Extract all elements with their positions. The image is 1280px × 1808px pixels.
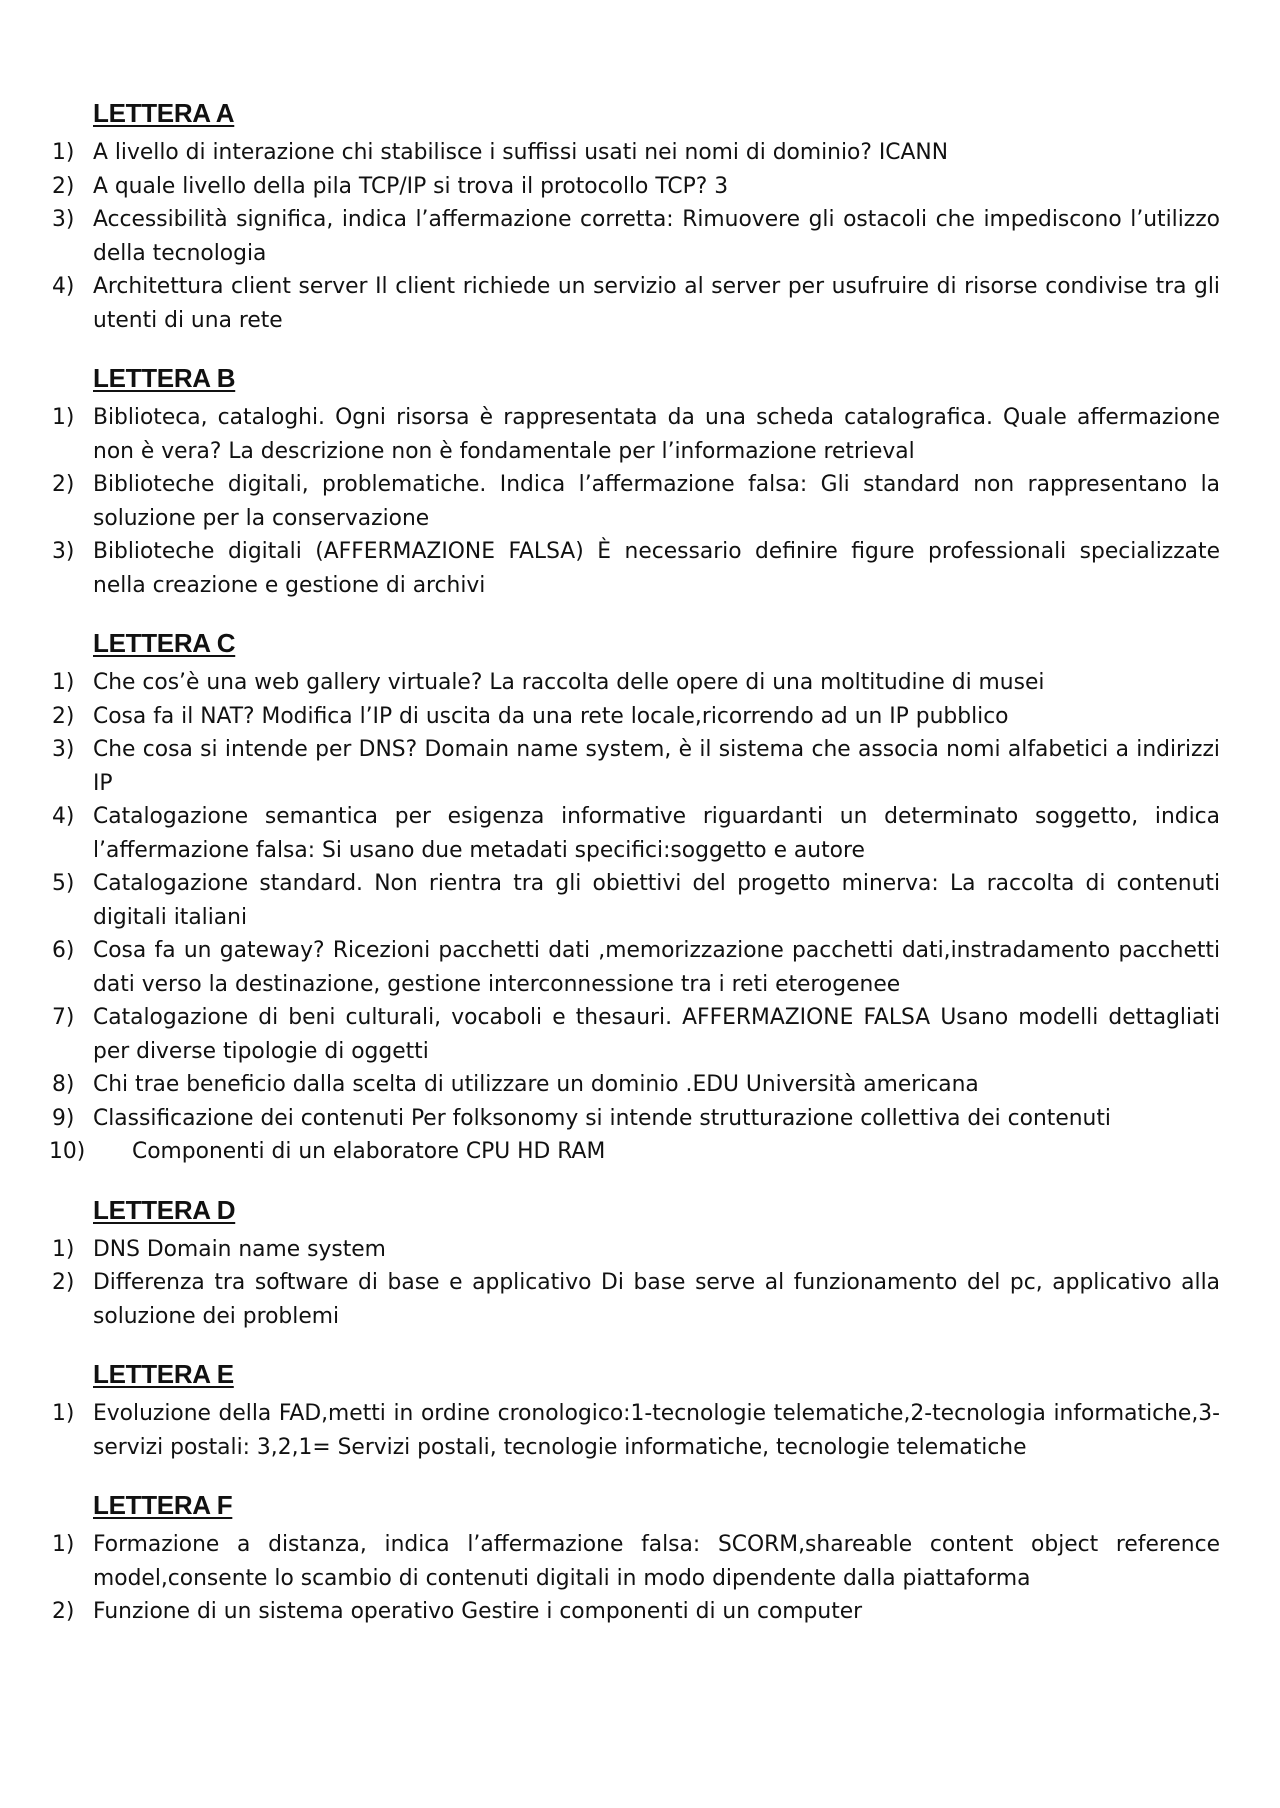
list-item <box>52 468 1220 535</box>
section-lettera-e <box>52 1357 1220 1464</box>
item-number: 1) <box>52 405 75 430</box>
item-number: 1) <box>52 1401 75 1426</box>
list-item <box>52 203 1220 270</box>
list-item <box>52 136 1220 170</box>
list-item <box>52 800 1220 867</box>
document-page <box>49 96 1220 1653</box>
item-number: 2) <box>52 173 75 199</box>
section-title: LETTERA D <box>93 1194 236 1225</box>
section-lettera-a <box>52 96 1220 337</box>
list-item <box>52 1102 1220 1136</box>
item-text: Classificazione dei contenuti Per folksonomy si intende strutturazione collettiva dei contenuti <box>93 1105 1111 1131</box>
item-number: 4) <box>52 274 75 299</box>
item-text: Formazione a distanza, indica l’affermazione falsa: SCORM,shareable content object reference model,consente lo scambio di contenuti digitali in modo dipendente dalla piattaforma <box>93 1532 1220 1591</box>
item-number: 6) <box>52 938 75 963</box>
item-text: Catalogazione di beni culturali, vocaboli e thesauri. AFFERMAZIONE FALSA Usano modelli dettagliati per diverse tipologie di oggetti <box>93 1005 1220 1064</box>
item-number: 2) <box>52 1599 75 1624</box>
item-text: Cosa fa un gateway? Ricezioni pacchetti dati ,memorizzazione pacchetti dati,instradamento pacchetti dati verso la destinazione, gestione interconnessione tra i reti eterogenee <box>93 938 1220 997</box>
section-lettera-c <box>49 626 1220 1169</box>
item-text: Componenti di un elaboratore CPU HD RAM <box>132 1139 606 1164</box>
list-item <box>52 700 1220 734</box>
section-title: LETTERA F <box>93 1490 233 1520</box>
item-text: Che cos’è una web gallery virtuale? La raccolta delle opere di una moltitudine di musei <box>93 670 1045 695</box>
item-text: Biblioteche digitali (AFFERMAZIONE FALSA) È necessario definire figure professionali specializzate nella creazione e gestione di archivi <box>93 539 1220 598</box>
item-number: 2) <box>52 472 75 497</box>
item-text: A livello di interazione chi stabilisce i suffissi usati nei nomi di dominio? ICANN <box>93 140 949 165</box>
section-title: LETTERA C <box>93 628 236 658</box>
list-item <box>52 1266 1220 1333</box>
item-text: Differenza tra software di base e applicativo Di base serve al funzionamento del pc, applicativo alla soluzione dei problemi <box>93 1270 1220 1329</box>
item-number: 7) <box>52 1005 75 1030</box>
item-text: Catalogazione semantica per esigenza informative riguardanti un determinato soggetto, indica l’affermazione falsa: Si usano due metadati specifici:soggetto e autore <box>93 804 1220 863</box>
item-number: 9) <box>52 1105 75 1131</box>
item-number: 1) <box>52 1532 75 1557</box>
item-number: 5) <box>52 871 75 896</box>
list-item <box>52 270 1220 337</box>
list-item <box>52 401 1220 468</box>
question-list <box>52 1397 1220 1464</box>
list-item <box>52 1397 1220 1464</box>
section-title: LETTERA E <box>93 1359 234 1389</box>
item-text: Biblioteche digitali, problematiche. Indica l’affermazione falsa: Gli standard non rappresentano la soluzione per la conservazione <box>93 472 1220 531</box>
item-number: 1) <box>52 670 75 695</box>
item-number: 8) <box>52 1072 75 1097</box>
section-title: LETTERA B <box>93 363 236 393</box>
section-lettera-d <box>52 1193 1220 1334</box>
question-list <box>49 666 1220 1169</box>
item-number: 2) <box>52 1270 75 1295</box>
item-text: Chi trae beneficio dalla scelta di utilizzare un dominio .EDU Università americana <box>93 1072 979 1097</box>
list-item <box>52 1528 1220 1595</box>
list-item <box>52 934 1220 1001</box>
item-text: Evoluzione della FAD,metti in ordine cronologico:1-tecnologie telematiche,2-tecnologia informatiche,3-servizi postali: 3,2,1= Servizi postali, tecnologie informatiche, tecnologie telematiche <box>93 1401 1220 1460</box>
section-title: LETTERA A <box>93 98 235 128</box>
list-item <box>52 867 1220 934</box>
item-text: A quale livello della pila TCP/IP si trova il protocollo TCP? 3 <box>93 173 729 199</box>
item-text: Accessibilità significa, indica l’affermazione corretta: Rimuovere gli ostacoli che impediscono l’utilizzo della tecnologia <box>93 207 1220 266</box>
item-number: 1) <box>52 140 75 165</box>
list-item <box>49 1135 1220 1169</box>
question-list <box>52 401 1220 602</box>
item-number: 10) <box>49 1139 86 1164</box>
item-text: Biblioteca, cataloghi. Ogni risorsa è rappresentata da una scheda catalografica. Quale affermazione non è vera? La descrizione non è fondamentale per l’informazione retrieval <box>93 405 1220 464</box>
list-item <box>52 733 1220 800</box>
list-item <box>52 666 1220 700</box>
item-number: 3) <box>52 539 75 564</box>
list-item <box>52 1595 1220 1629</box>
item-text: Architettura client server Il client richiede un servizio al server per usufruire di risorse condivise tra gli utenti di una rete <box>93 274 1220 333</box>
item-number: 1) <box>52 1236 75 1262</box>
item-text: Catalogazione standard. Non rientra tra gli obiettivi del progetto minerva: La raccolta di contenuti digitali italiani <box>93 871 1220 930</box>
item-number: 4) <box>52 804 75 829</box>
list-item <box>52 1068 1220 1102</box>
item-text: Che cosa si intende per DNS? Domain name system, è il sistema che associa nomi alfabetici a indirizzi IP <box>93 737 1220 796</box>
list-item <box>52 1001 1220 1068</box>
question-list <box>52 1528 1220 1629</box>
question-list <box>52 1233 1220 1334</box>
item-number: 3) <box>52 207 75 232</box>
question-list <box>52 136 1220 337</box>
item-text: DNS Domain name system <box>93 1236 386 1262</box>
item-number: 2) <box>52 703 75 729</box>
section-lettera-f <box>52 1488 1220 1629</box>
list-item <box>52 1233 1220 1267</box>
list-item <box>52 535 1220 602</box>
item-text: Cosa fa il NAT? Modifica l’IP di uscita da una rete locale,ricorrendo ad un IP pubblico <box>93 703 1009 729</box>
item-number: 3) <box>52 737 75 762</box>
item-text: Funzione di un sistema operativo Gestire i componenti di un computer <box>93 1599 863 1624</box>
section-lettera-b <box>52 361 1220 602</box>
list-item <box>52 170 1220 204</box>
